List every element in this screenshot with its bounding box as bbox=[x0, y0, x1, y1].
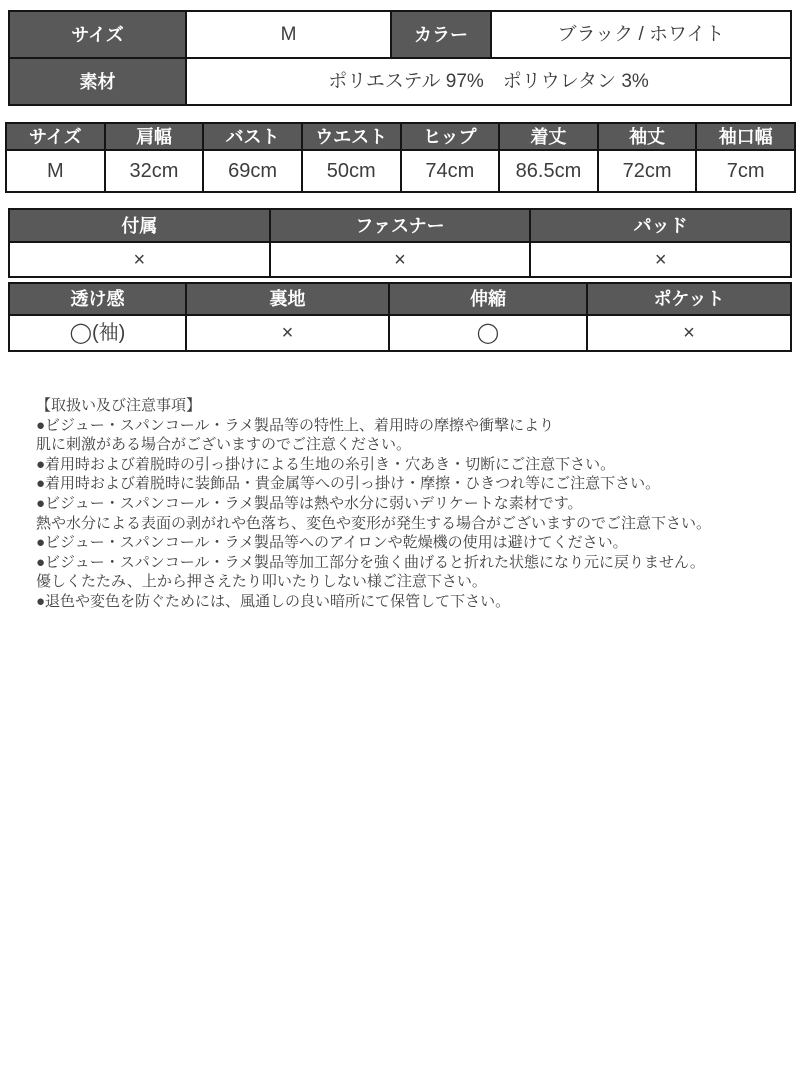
measure-header-cuff: 袖口幅 bbox=[697, 124, 794, 149]
measure-value-size: M bbox=[7, 151, 104, 191]
feature-value-fastener: × bbox=[271, 243, 530, 276]
size-label: サイズ bbox=[10, 12, 185, 57]
feature-table-b bbox=[8, 282, 792, 352]
measure-header-waist: ウエスト bbox=[303, 124, 400, 149]
care-notes-line: 熱や水分による表面の剥がれや色落ち、変色や変形が発生する場合がございますのでご注意下さい。 bbox=[36, 514, 712, 532]
care-notes-line: 肌に刺激がある場合がございますのでご注意ください。 bbox=[36, 436, 412, 454]
material-value: ポリエステル 97% ポリウレタン 3% bbox=[187, 59, 790, 104]
measure-header-bust: バスト bbox=[204, 124, 301, 149]
material-label: 素材 bbox=[10, 59, 185, 104]
measure-value-bust: 69cm bbox=[204, 151, 301, 191]
measure-value-length: 86.5cm bbox=[500, 151, 597, 191]
care-notes-line: ●着用時および着脱時の引っ掛けによる生地の糸引き・穴あき・切断にご注意下さい。 bbox=[36, 455, 616, 473]
feature-header-stretch: 伸縮 bbox=[390, 284, 586, 314]
feature-header-pad: パッド bbox=[531, 210, 790, 241]
size-value: M bbox=[187, 12, 390, 57]
measurement-table bbox=[5, 122, 796, 193]
care-notes-line: 優しくたたみ、上から押さえたり叩いたりしない様ご注意下さい。 bbox=[36, 573, 487, 591]
measure-value-waist: 50cm bbox=[303, 151, 400, 191]
feature-header-fastener: ファスナー bbox=[271, 210, 530, 241]
feature-header-pocket: ポケット bbox=[588, 284, 790, 314]
care-notes-line: ●ビジュー・スパンコール・ラメ製品等は熱や水分に弱いデリケートな素材です。 bbox=[36, 494, 583, 512]
color-label: カラー bbox=[392, 12, 490, 57]
measure-header-shoulder: 肩幅 bbox=[106, 124, 203, 149]
feature-value-sheer: ◯(袖) bbox=[10, 316, 185, 350]
feature-table-a bbox=[8, 208, 792, 278]
care-notes-line: ●退色や変色を防ぐためには、風通しの良い暗所にて保管して下さい。 bbox=[36, 592, 511, 610]
feature-header-lining: 裏地 bbox=[187, 284, 388, 314]
measure-value-sleeve: 72cm bbox=[599, 151, 696, 191]
measure-value-shoulder: 32cm bbox=[106, 151, 203, 191]
care-notes-line: ●ビジュー・スパンコール・ラメ製品等加工部分を強く曲げると折れた状態になり元に戻りません。 bbox=[36, 553, 705, 571]
color-value: ブラック / ホワイト bbox=[492, 12, 790, 57]
measure-header-length: 着丈 bbox=[500, 124, 597, 149]
care-notes-title: 【取扱い及び注意事項】 bbox=[36, 397, 202, 414]
feature-value-pocket: × bbox=[588, 316, 790, 350]
care-notes-line: ●ビジュー・スパンコール・ラメ製品等へのアイロンや乾燥機の使用は避けてください。 bbox=[36, 534, 628, 552]
feature-header-sheer: 透け感 bbox=[10, 284, 185, 314]
feature-value-pad: × bbox=[531, 243, 790, 276]
measure-header-size: サイズ bbox=[7, 124, 104, 149]
feature-header-accessory: 付属 bbox=[10, 210, 269, 241]
spec-table bbox=[8, 10, 792, 106]
care-notes-line: ●ビジュー・スパンコール・ラメ製品等の特性上、着用時の摩擦や衝撃により bbox=[36, 416, 555, 434]
feature-value-accessory: × bbox=[10, 243, 269, 276]
measure-value-hip: 74cm bbox=[402, 151, 499, 191]
feature-value-lining: × bbox=[187, 316, 388, 350]
feature-value-stretch: ◯ bbox=[390, 316, 586, 350]
care-notes bbox=[36, 396, 776, 612]
measure-header-hip: ヒップ bbox=[402, 124, 499, 149]
care-notes-line: ●着用時および着脱時に装飾品・貴金属等への引っ掛け・摩擦・ひきつれ等にご注意下さい。 bbox=[36, 475, 661, 493]
measure-header-sleeve: 袖丈 bbox=[599, 124, 696, 149]
measure-value-cuff: 7cm bbox=[697, 151, 794, 191]
